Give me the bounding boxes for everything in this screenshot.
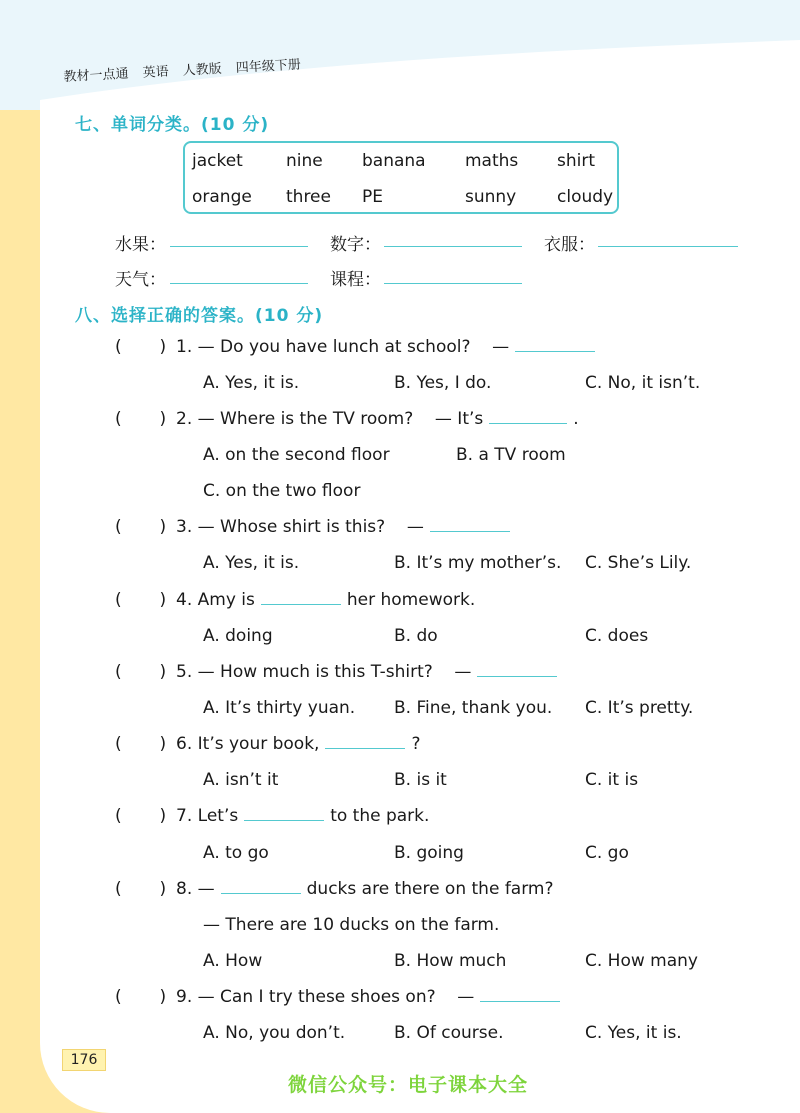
- q8-option-c[interactable]: C. How many: [585, 951, 698, 971]
- category-number-label: 数字：: [330, 235, 381, 255]
- fill-blank[interactable]: [221, 891, 301, 894]
- fill-blank[interactable]: [430, 529, 510, 532]
- question-3: 3. — Whose shirt is this? —: [176, 517, 516, 537]
- fill-blank[interactable]: [261, 602, 341, 605]
- q5-option-b[interactable]: B. Fine, thank you.: [394, 698, 553, 718]
- fill-blank[interactable]: [515, 349, 595, 352]
- q7-option-c[interactable]: C. go: [585, 843, 629, 863]
- q7-option-a[interactable]: A. to go: [203, 843, 269, 863]
- header-edition: 人教版: [182, 61, 223, 79]
- q1-option-b[interactable]: B. Yes, I do.: [394, 373, 492, 393]
- fill-blank[interactable]: [325, 746, 405, 749]
- category-clothes-label: 衣服：: [544, 235, 595, 255]
- question-1: 1. — Do you have lunch at school? —: [176, 337, 601, 357]
- section7-title: 七、单词分类。(10 分): [75, 115, 270, 135]
- word-banana: banana: [362, 151, 426, 171]
- q9-option-b[interactable]: B. Of course.: [394, 1023, 504, 1043]
- word-jacket: jacket: [192, 151, 243, 171]
- question-8: 8. — ducks are there on the farm?: [176, 879, 554, 899]
- header-grade: 四年级下册: [235, 57, 302, 76]
- category-subject-label: 课程：: [330, 270, 381, 290]
- header-series: 教材一点通: [63, 66, 129, 85]
- q3-option-c[interactable]: C. She’s Lily.: [585, 553, 692, 573]
- word-maths: maths: [465, 151, 519, 171]
- answer-paren-2[interactable]: ( ): [115, 409, 167, 429]
- fill-blank[interactable]: [477, 674, 557, 677]
- section8-title: 八、选择正确的答案。(10 分): [75, 306, 324, 326]
- fill-blank[interactable]: [489, 421, 567, 424]
- answer-paren-9[interactable]: ( ): [115, 987, 167, 1007]
- q8-option-b[interactable]: B. How much: [394, 951, 507, 971]
- word-pe: PE: [362, 187, 383, 207]
- answer-paren-1[interactable]: ( ): [115, 337, 167, 357]
- answer-paren-6[interactable]: ( ): [115, 734, 167, 754]
- category-fruit-blank[interactable]: [170, 246, 308, 247]
- category-weather-label: 天气：: [115, 270, 166, 290]
- q6-option-c[interactable]: C. it is: [585, 770, 639, 790]
- watermark: 微信公众号：电子课本大全: [288, 1074, 529, 1096]
- fill-blank[interactable]: [480, 999, 560, 1002]
- page-number: 176: [62, 1049, 106, 1071]
- answer-paren-7[interactable]: ( ): [115, 806, 167, 826]
- answer-paren-8[interactable]: ( ): [115, 879, 167, 899]
- category-subject-blank[interactable]: [384, 283, 522, 284]
- q3-option-a[interactable]: A. Yes, it is.: [203, 553, 300, 573]
- category-clothes-blank[interactable]: [598, 246, 738, 247]
- answer-paren-4[interactable]: ( ): [115, 590, 167, 610]
- q2-option-c[interactable]: C. on the two floor: [203, 481, 361, 501]
- question-5: 5. — How much is this T-shirt? —: [176, 662, 563, 682]
- q6-option-a[interactable]: A. isn’t it: [203, 770, 279, 790]
- q1-option-a[interactable]: A. Yes, it is.: [203, 373, 300, 393]
- q7-option-b[interactable]: B. going: [394, 843, 464, 863]
- q2-option-b[interactable]: B. a TV room: [456, 445, 566, 465]
- header-subject: 英语: [142, 64, 170, 81]
- q9-option-c[interactable]: C. Yes, it is.: [585, 1023, 682, 1043]
- word-shirt: shirt: [557, 151, 596, 171]
- question-4: 4. Amy is her homework.: [176, 590, 476, 610]
- q2-option-a[interactable]: A. on the second floor: [203, 445, 390, 465]
- q8-option-a[interactable]: A. How: [203, 951, 263, 971]
- q4-option-b[interactable]: B. do: [394, 626, 438, 646]
- q5-option-a[interactable]: A. It’s thirty yuan.: [203, 698, 356, 718]
- category-weather-blank[interactable]: [170, 283, 308, 284]
- question-2: 2. — Where is the TV room? — It’s .: [176, 409, 579, 429]
- question-7: 7. Let’s to the park.: [176, 806, 430, 826]
- category-fruit-label: 水果：: [115, 235, 166, 255]
- question-6: 6. It’s your book, ?: [176, 734, 421, 754]
- question-9: 9. — Can I try these shoes on? —: [176, 987, 566, 1007]
- answer-paren-3[interactable]: ( ): [115, 517, 167, 537]
- answer-paren-5[interactable]: ( ): [115, 662, 167, 682]
- q6-option-b[interactable]: B. is it: [394, 770, 447, 790]
- q5-option-c[interactable]: C. It’s pretty.: [585, 698, 694, 718]
- q3-option-b[interactable]: B. It’s my mother’s.: [394, 553, 562, 573]
- word-three: three: [286, 187, 331, 207]
- category-number-blank[interactable]: [384, 246, 522, 247]
- question-8-answer-line: — There are 10 ducks on the farm.: [203, 915, 500, 935]
- q1-option-c[interactable]: C. No, it isn’t.: [585, 373, 701, 393]
- word-cloudy: cloudy: [557, 187, 614, 207]
- word-sunny: sunny: [465, 187, 517, 207]
- q9-option-a[interactable]: A. No, you don’t.: [203, 1023, 346, 1043]
- word-orange: orange: [192, 187, 252, 207]
- q4-option-c[interactable]: C. does: [585, 626, 649, 646]
- word-nine: nine: [286, 151, 323, 171]
- q4-option-a[interactable]: A. doing: [203, 626, 273, 646]
- fill-blank[interactable]: [244, 818, 324, 821]
- header-wave: [0, 0, 800, 110]
